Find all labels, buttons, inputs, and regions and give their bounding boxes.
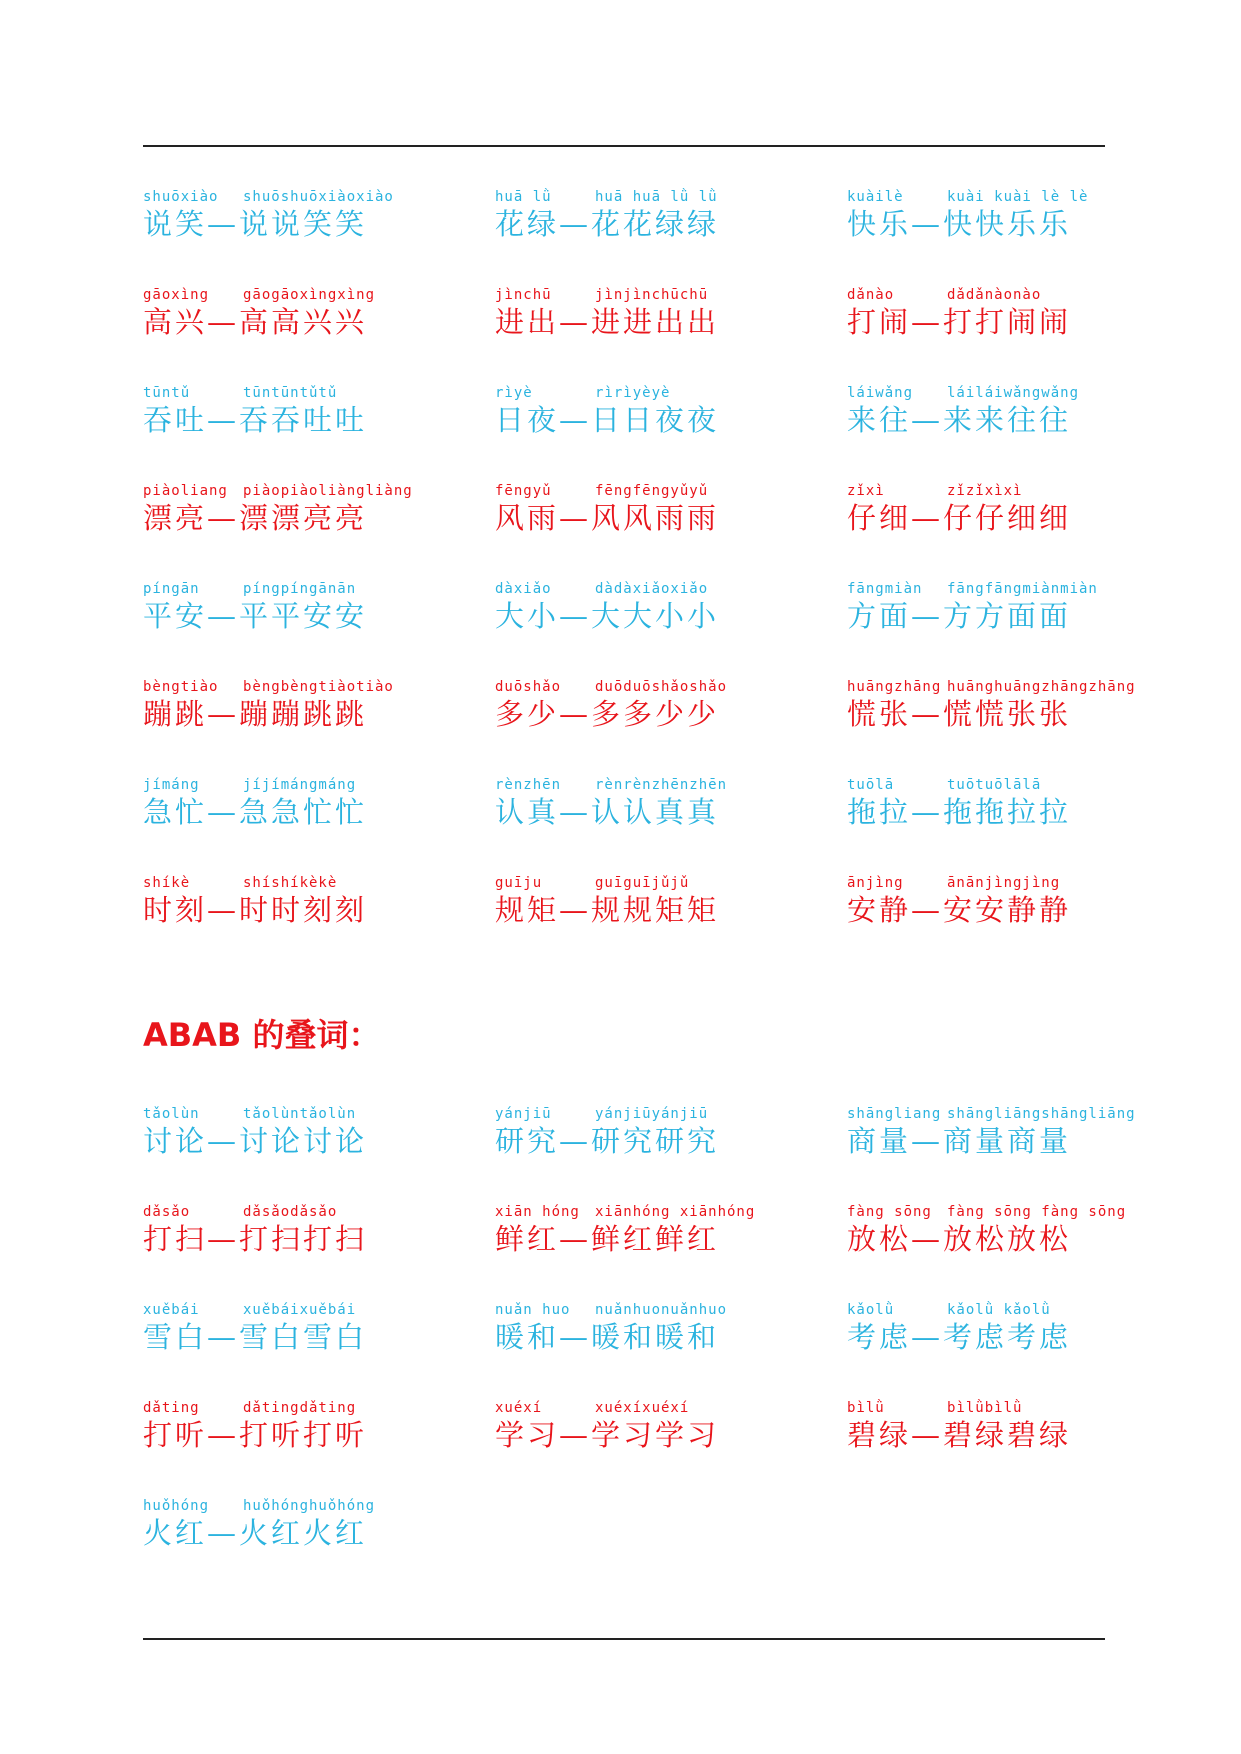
- pinyin-line: [847, 286, 1147, 304]
- pinyin-base: shíkè: [143, 875, 191, 891]
- word-text: 安静—安安静静: [847, 893, 1072, 927]
- pinyin-base: bìlǜ: [847, 1400, 885, 1416]
- word-text: 打听—打听打听: [143, 1418, 368, 1452]
- pinyin-reduplicated: tūntūntǔtǔ: [243, 385, 338, 401]
- word-entry: [847, 678, 1147, 732]
- top-rule: [143, 145, 1105, 147]
- word-row: [143, 1203, 1127, 1301]
- pinyin-reduplicated: kuài kuài lè lè: [947, 189, 1089, 205]
- pinyin-line: [495, 286, 795, 304]
- pinyin-reduplicated: shíshíkèkè: [243, 875, 338, 891]
- word-entry: [143, 1203, 443, 1257]
- pinyin-reduplicated: bèngbèngtiàotiào: [243, 679, 394, 695]
- word-row: [143, 1105, 1136, 1203]
- word-text: 打扫—打扫打扫: [143, 1222, 368, 1256]
- pinyin-line: [143, 678, 443, 696]
- pinyin-line: [495, 580, 795, 598]
- pinyin-reduplicated: guīguījǔjǔ: [595, 875, 690, 891]
- pinyin-base: fēngyǔ: [495, 483, 552, 499]
- pinyin-line: [847, 1301, 1147, 1319]
- word-text: 高兴—高高兴兴: [143, 305, 368, 339]
- word-entry: [143, 1399, 443, 1453]
- word-row: [143, 874, 1105, 972]
- word-row: [143, 188, 1105, 286]
- pinyin-reduplicated: shuōshuōxiàoxiào: [243, 189, 394, 205]
- pinyin-base: rènzhēn: [495, 777, 562, 793]
- pinyin-base: guīju: [495, 875, 543, 891]
- bottom-rule: [143, 1638, 1105, 1640]
- word-text: 进出—进进出出: [495, 305, 720, 339]
- pinyin-base: dǎnào: [847, 287, 895, 303]
- word-entry: [495, 678, 795, 732]
- word-entry: [495, 1399, 795, 1453]
- word-text: 吞吐—吞吞吐吐: [143, 403, 368, 437]
- word-text: 多少—多多少少: [495, 697, 720, 731]
- word-entry: [143, 678, 443, 732]
- section-heading-abab: ABAB 的叠词：: [143, 1016, 381, 1054]
- pinyin-reduplicated: yánjiūyánjiū: [595, 1106, 709, 1122]
- pinyin-reduplicated: tǎolùntǎolùn: [243, 1106, 357, 1122]
- word-entry: [143, 384, 443, 438]
- pinyin-reduplicated: dǎtingdǎting: [243, 1400, 357, 1416]
- pinyin-line: [143, 482, 443, 500]
- pinyin-reduplicated: jìnjìnchūchū: [595, 287, 709, 303]
- word-entry: [847, 1399, 1147, 1453]
- word-entry: [847, 776, 1147, 830]
- pinyin-base: huāngzhāng: [847, 679, 942, 695]
- word-entry: [847, 580, 1147, 634]
- pinyin-base: dàxiǎo: [495, 581, 552, 597]
- pinyin-reduplicated: gāogāoxìngxìng: [243, 287, 376, 303]
- pinyin-base: nuǎn huo: [495, 1302, 571, 1318]
- word-entry: [847, 286, 1147, 340]
- pinyin-line: [143, 286, 443, 304]
- pinyin-reduplicated: huā huā lǜ lǜ: [595, 189, 718, 205]
- pinyin-line: [143, 776, 443, 794]
- pinyin-base: piàoliang: [143, 483, 228, 499]
- pinyin-reduplicated: dàdàxiǎoxiǎo: [595, 581, 709, 597]
- pinyin-reduplicated: xiānhóng xiānhóng: [595, 1204, 756, 1220]
- word-entry: [143, 580, 443, 634]
- pinyin-base: tǎolùn: [143, 1106, 200, 1122]
- pinyin-reduplicated: píngpíngānān: [243, 581, 357, 597]
- pinyin-base: kǎolǜ: [847, 1302, 895, 1318]
- pinyin-base: huǒhóng: [143, 1498, 210, 1514]
- pinyin-base: tūntǔ: [143, 385, 191, 401]
- word-row: [143, 482, 1105, 580]
- pinyin-line: [495, 188, 795, 206]
- word-entry: [847, 1301, 1147, 1355]
- pinyin-line: [847, 678, 1147, 696]
- word-entry: [847, 188, 1147, 242]
- pinyin-line: [847, 776, 1147, 794]
- pinyin-reduplicated: kǎolǜ kǎolǜ: [947, 1302, 1051, 1318]
- pinyin-reduplicated: huǒhónghuǒhóng: [243, 1498, 376, 1514]
- word-row: [143, 286, 1105, 384]
- word-text: 拖拉—拖拖拉拉: [847, 795, 1072, 829]
- aabb-word-grid: [143, 188, 1136, 972]
- pinyin-line: [847, 1399, 1147, 1417]
- word-entry: [495, 482, 795, 536]
- word-text: 来往—来来往往: [847, 403, 1072, 437]
- pinyin-line: [495, 1399, 795, 1417]
- word-text: 急忙—急急忙忙: [143, 795, 368, 829]
- word-entry: [143, 1105, 443, 1159]
- word-text: 考虑—考虑考虑: [847, 1320, 1072, 1354]
- pinyin-line: [143, 1105, 443, 1123]
- pinyin-line: [847, 1203, 1147, 1221]
- pinyin-line: [847, 874, 1147, 892]
- word-entry: [495, 188, 795, 242]
- pinyin-line: [143, 1399, 443, 1417]
- pinyin-base: xuéxí: [495, 1400, 543, 1416]
- pinyin-reduplicated: shāngliāngshāngliāng: [947, 1106, 1136, 1122]
- word-entry: [495, 384, 795, 438]
- word-entry: [495, 874, 795, 928]
- word-text: 打闹—打打闹闹: [847, 305, 1072, 339]
- pinyin-line: [143, 874, 443, 892]
- pinyin-base: huā lǜ: [495, 189, 552, 205]
- pinyin-line: [143, 384, 443, 402]
- word-entry: [143, 482, 443, 536]
- pinyin-reduplicated: piàopiàoliàngliàng: [243, 483, 413, 499]
- pinyin-base: zǐxì: [847, 483, 885, 499]
- word-text: 商量—商量商量: [847, 1124, 1072, 1158]
- pinyin-base: dǎsǎo: [143, 1204, 191, 1220]
- pinyin-base: kuàilè: [847, 189, 904, 205]
- word-text: 火红—火红火红: [143, 1516, 368, 1550]
- word-text: 雪白—雪白雪白: [143, 1320, 368, 1354]
- pinyin-base: rìyè: [495, 385, 533, 401]
- word-row: [143, 1301, 1105, 1399]
- word-text: 日夜—日日夜夜: [495, 403, 720, 437]
- pinyin-line: [495, 1301, 795, 1319]
- word-row: [143, 776, 1105, 874]
- word-text: 漂亮—漂漂亮亮: [143, 501, 368, 535]
- pinyin-base: shāngliang: [847, 1106, 942, 1122]
- pinyin-base: láiwǎng: [847, 385, 914, 401]
- word-entry: [847, 874, 1147, 928]
- pinyin-reduplicated: jíjímángmáng: [243, 777, 357, 793]
- pinyin-base: jìnchū: [495, 287, 552, 303]
- pinyin-reduplicated: fàng sōng fàng sōng: [947, 1204, 1127, 1220]
- word-text: 平安—平平安安: [143, 599, 368, 633]
- pinyin-line: [143, 1301, 443, 1319]
- pinyin-base: duōshǎo: [495, 679, 562, 695]
- word-entry: [847, 482, 1147, 536]
- word-entry: [143, 286, 443, 340]
- word-text: 规矩—规规矩矩: [495, 893, 720, 927]
- word-entry: [143, 1301, 443, 1355]
- pinyin-reduplicated: láiláiwǎngwǎng: [947, 385, 1080, 401]
- word-entry: [847, 384, 1147, 438]
- pinyin-base: yánjiū: [495, 1106, 552, 1122]
- word-text: 慌张—慌慌张张: [847, 697, 1072, 731]
- word-row: [143, 580, 1105, 678]
- pinyin-base: fāngmiàn: [847, 581, 923, 597]
- pinyin-reduplicated: dǎdǎnàonào: [947, 287, 1042, 303]
- word-entry: [495, 286, 795, 340]
- word-text: 暖和—暖和暖和: [495, 1320, 720, 1354]
- pinyin-base: dǎting: [143, 1400, 200, 1416]
- pinyin-reduplicated: nuǎnhuonuǎnhuo: [595, 1302, 728, 1318]
- pinyin-base: xiān hóng: [495, 1204, 580, 1220]
- pinyin-line: [847, 482, 1147, 500]
- pinyin-reduplicated: zǐzǐxìxì: [947, 483, 1023, 499]
- word-row: [143, 1399, 1105, 1497]
- word-entry: [847, 1203, 1147, 1257]
- word-text: 碧绿—碧绿碧绿: [847, 1418, 1072, 1452]
- word-text: 花绿—花花绿绿: [495, 207, 720, 241]
- word-text: 鲜红—鲜红鲜红: [495, 1222, 720, 1256]
- pinyin-reduplicated: huānghuāngzhāngzhāng: [947, 679, 1136, 695]
- pinyin-line: [847, 580, 1147, 598]
- word-text: 放松—放松放松: [847, 1222, 1072, 1256]
- pinyin-base: gāoxìng: [143, 287, 210, 303]
- pinyin-reduplicated: fēngfēngyǔyǔ: [595, 483, 709, 499]
- pinyin-reduplicated: rènrènzhēnzhēn: [595, 777, 728, 793]
- pinyin-base: píngān: [143, 581, 200, 597]
- word-text: 快乐—快快乐乐: [847, 207, 1072, 241]
- pinyin-reduplicated: xuěbáixuěbái: [243, 1302, 357, 1318]
- word-entry: [143, 188, 443, 242]
- pinyin-base: fàng sōng: [847, 1204, 932, 1220]
- word-entry: [847, 1105, 1147, 1159]
- word-text: 认真—认认真真: [495, 795, 720, 829]
- word-entry: [143, 1497, 443, 1551]
- pinyin-line: [495, 678, 795, 696]
- word-row: [143, 384, 1105, 482]
- word-text: 仔细—仔仔细细: [847, 501, 1072, 535]
- word-entry: [495, 1105, 795, 1159]
- pinyin-reduplicated: rìrìyèyè: [595, 385, 671, 401]
- word-text: 时刻—时时刻刻: [143, 893, 368, 927]
- word-row: [143, 678, 1136, 776]
- word-entry: [495, 580, 795, 634]
- pinyin-line: [495, 776, 795, 794]
- pinyin-base: ānjìng: [847, 875, 904, 891]
- word-entry: [495, 776, 795, 830]
- pinyin-line: [495, 874, 795, 892]
- word-text: 方面—方方面面: [847, 599, 1072, 633]
- pinyin-base: tuōlā: [847, 777, 895, 793]
- pinyin-base: shuōxiào: [143, 189, 219, 205]
- pinyin-line: [847, 1105, 1147, 1123]
- pinyin-base: bèngtiào: [143, 679, 219, 695]
- pinyin-line: [143, 1203, 443, 1221]
- word-text: 讨论—讨论讨论: [143, 1124, 368, 1158]
- abab-word-grid: [143, 1105, 1136, 1595]
- pinyin-line: [495, 1203, 795, 1221]
- word-text: 研究—研究研究: [495, 1124, 720, 1158]
- word-text: 蹦跳—蹦蹦跳跳: [143, 697, 368, 731]
- word-entry: [143, 874, 443, 928]
- pinyin-line: [495, 1105, 795, 1123]
- word-entry: [495, 1203, 795, 1257]
- pinyin-line: [847, 188, 1147, 206]
- pinyin-reduplicated: duōduōshǎoshǎo: [595, 679, 728, 695]
- word-text: 说笑—说说笑笑: [143, 207, 368, 241]
- pinyin-line: [495, 482, 795, 500]
- pinyin-reduplicated: xuéxíxuéxí: [595, 1400, 690, 1416]
- pinyin-reduplicated: tuōtuōlālā: [947, 777, 1042, 793]
- pinyin-reduplicated: dǎsǎodǎsǎo: [243, 1204, 338, 1220]
- pinyin-line: [143, 188, 443, 206]
- pinyin-line: [143, 580, 443, 598]
- pinyin-reduplicated: bìlǜbìlǜ: [947, 1400, 1023, 1416]
- pinyin-line: [143, 1497, 443, 1515]
- word-text: 大小—大大小小: [495, 599, 720, 633]
- pinyin-reduplicated: ānānjìngjìng: [947, 875, 1061, 891]
- word-entry: [495, 1301, 795, 1355]
- word-text: 学习—学习学习: [495, 1418, 720, 1452]
- pinyin-base: jímáng: [143, 777, 200, 793]
- pinyin-line: [847, 384, 1147, 402]
- word-entry: [143, 776, 443, 830]
- word-row: [143, 1497, 1105, 1595]
- pinyin-base: xuěbái: [143, 1302, 200, 1318]
- pinyin-reduplicated: fāngfāngmiànmiàn: [947, 581, 1098, 597]
- word-text: 风雨—风风雨雨: [495, 501, 720, 535]
- pinyin-line: [495, 384, 795, 402]
